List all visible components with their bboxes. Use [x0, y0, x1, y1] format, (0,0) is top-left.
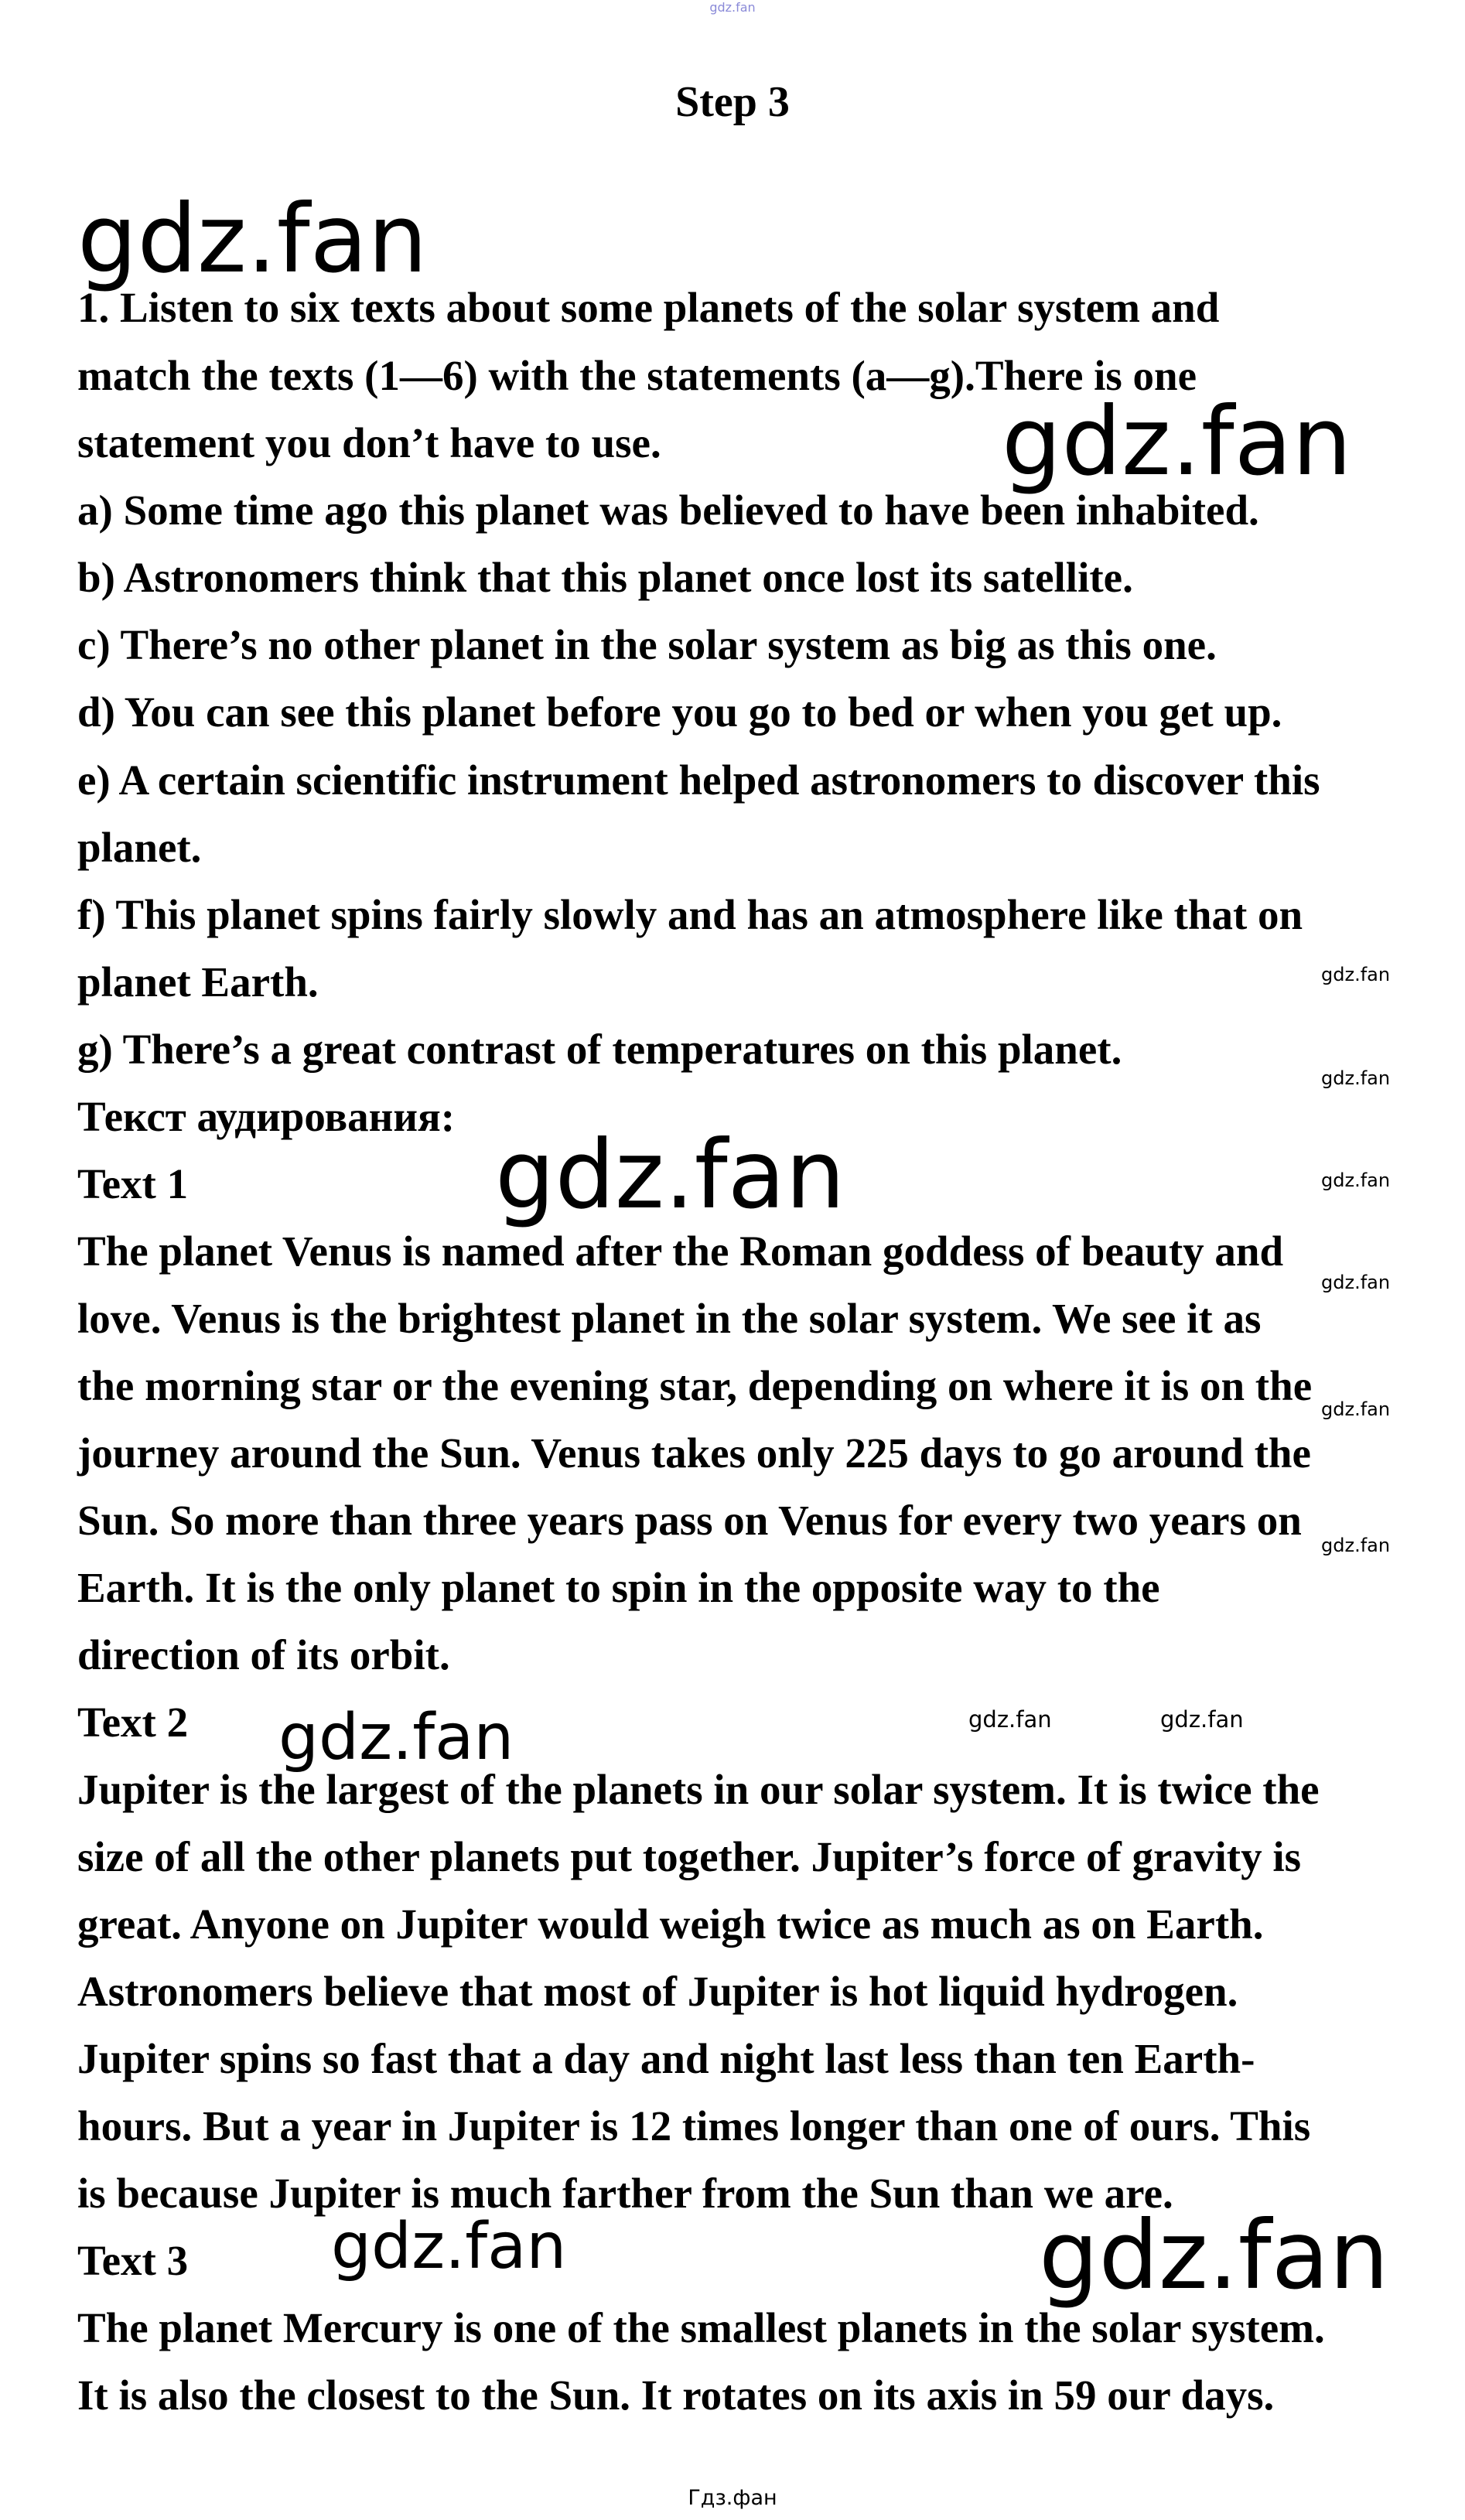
- watermark: gdz.fan: [1321, 1170, 1391, 1191]
- text-line: great. Anyone on Jupiter would weigh twice as much as on Earth.: [77, 1900, 1264, 1948]
- watermark: gdz.fan: [1160, 1706, 1244, 1733]
- watermark: gdz.fan: [1039, 2201, 1389, 2310]
- text-line: statement you don’t have to use.: [77, 419, 661, 466]
- text-line: the morning star or the evening star, depending on where it is on the: [77, 1362, 1313, 1409]
- text-line: e) A certain scientific instrument helped astronomers to discover this: [77, 756, 1320, 804]
- text-line: 1. Listen to six texts about some planets of the solar system and: [77, 284, 1220, 331]
- text-line: a) Some time ago this planet was believed to have been inhabited.: [77, 487, 1259, 534]
- text-line: Earth. It is the only planet to spin in the opposite way to the: [77, 1564, 1160, 1611]
- text-line: match the texts (1—6) with the statements (a—g).There is one: [77, 352, 1197, 399]
- text-line: It is also the closest to the Sun. It rotates on its axis in 59 our days.: [77, 2371, 1275, 2419]
- watermark: gdz.fan: [1321, 1398, 1391, 1420]
- watermark: gdz.fan: [77, 184, 428, 294]
- text-line: The planet Mercury is one of the smallest planets in the solar system.: [77, 2304, 1325, 2351]
- text-line: Текст аудирования:: [77, 1093, 456, 1140]
- text-line: Jupiter is the largest of the planets in our solar system. It is twice the: [77, 1766, 1320, 1813]
- text-line: journey around the Sun. Venus takes only 225 days to go around the: [77, 1429, 1311, 1477]
- text-line: Astronomers believe that most of Jupiter is hot liquid hydrogen.: [77, 1968, 1238, 2015]
- text-line: g) There’s a great contrast of temperatures on this planet.: [77, 1026, 1122, 1073]
- text-line: The planet Venus is named after the Roman goddess of beauty and: [77, 1228, 1284, 1275]
- watermark: gdz.fan: [1321, 1272, 1391, 1293]
- text-line: love. Venus is the brightest planet in the solar system. We see it as: [77, 1295, 1262, 1342]
- watermark: gdz.fan: [1321, 1535, 1391, 1556]
- bottom-watermark: Гдз.фан: [688, 2486, 777, 2510]
- text-line: hours. But a year in Jupiter is 12 times longer than one of ours. This: [77, 2102, 1311, 2150]
- watermark: gdz.fan: [1321, 964, 1391, 985]
- text-line: planet Earth.: [77, 958, 319, 1006]
- watermark: gdz.fan: [1002, 387, 1352, 497]
- section-heading: Text 2: [77, 1699, 189, 1746]
- section-heading: Text 1: [77, 1160, 189, 1207]
- page-title: Step 3: [675, 78, 790, 126]
- text-line: b) Astronomers think that this planet once lost its satellite.: [77, 554, 1133, 601]
- top-watermark: gdz.fan: [709, 0, 756, 15]
- text-line: c) There’s no other planet in the solar system as big as this one.: [77, 621, 1217, 668]
- watermark: gdz.fan: [968, 1706, 1052, 1733]
- text-line: f) This planet spins fairly slowly and has an atmosphere like that on: [77, 891, 1303, 938]
- text-line: d) You can see this planet before you go to bed or when you get up.: [77, 688, 1282, 736]
- text-line: is because Jupiter is much farther from the Sun than we are.: [77, 2170, 1173, 2217]
- text-line: direction of its orbit.: [77, 1631, 450, 1678]
- watermark: gdz.fan: [331, 2210, 567, 2283]
- watermark: gdz.fan: [278, 1701, 514, 1774]
- watermark: gdz.fan: [1321, 1067, 1391, 1089]
- text-line: Sun. So more than three years pass on Venus for every two years on: [77, 1497, 1302, 1544]
- watermark: gdz.fan: [495, 1120, 845, 1230]
- text-line: planet.: [77, 824, 202, 871]
- section-heading: Text 3: [77, 2237, 189, 2284]
- text-line: Jupiter spins so fast that a day and night last less than ten Earth-: [77, 2035, 1255, 2082]
- text-line: size of all the other planets put together. Jupiter’s force of gravity is: [77, 1833, 1302, 1880]
